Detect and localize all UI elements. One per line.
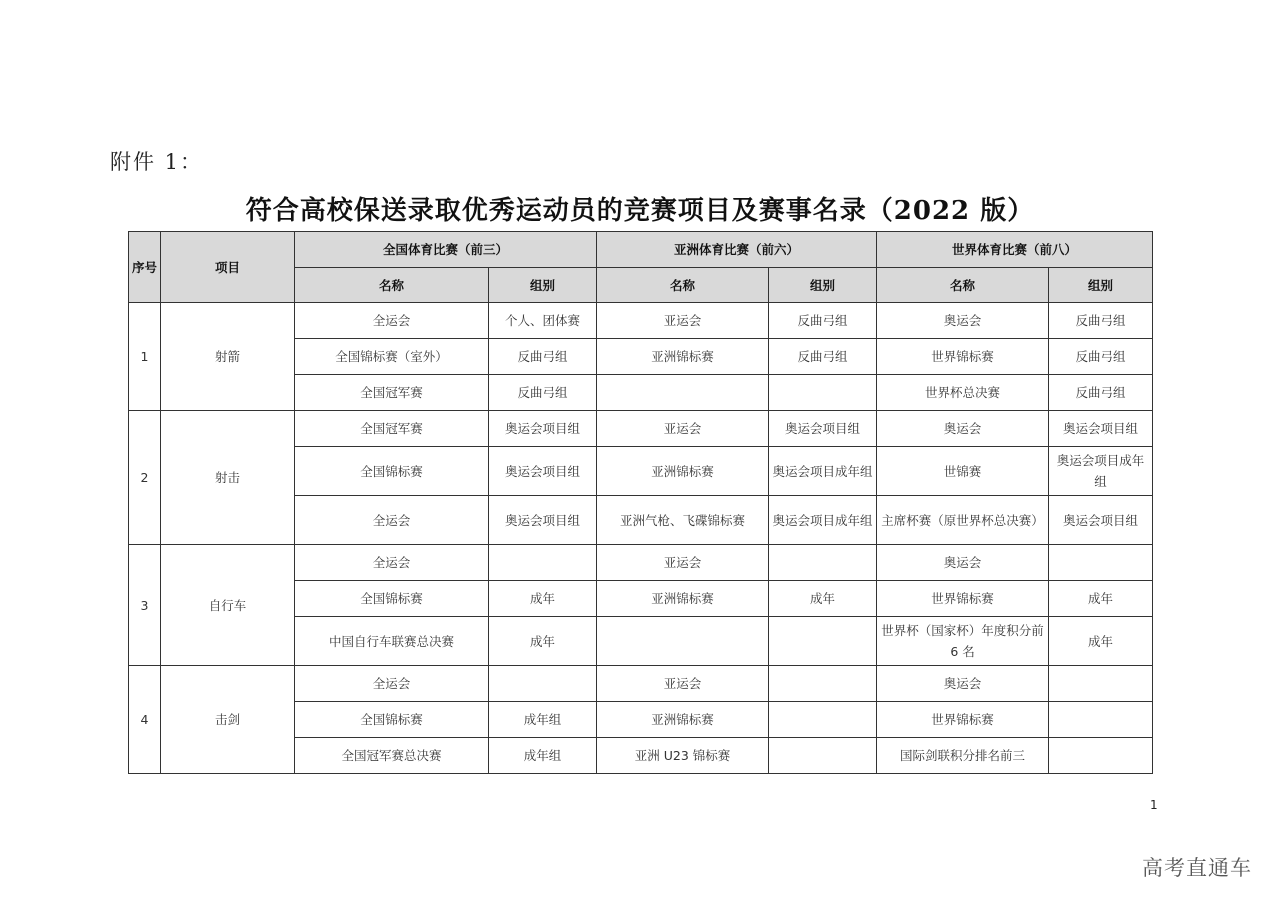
world-name-cell: 世锦赛 — [877, 447, 1049, 496]
asian-name-cell: 亚洲 U23 锦标赛 — [597, 738, 769, 774]
national-group-cell — [489, 666, 597, 702]
table-row — [129, 411, 1153, 447]
national-group-cell: 奥运会项目组 — [489, 496, 597, 545]
world-group-cell — [1049, 738, 1153, 774]
national-name-cell: 全运会 — [295, 496, 489, 545]
national-group-cell: 奥运会项目组 — [489, 447, 597, 496]
world-group-cell: 反曲弓组 — [1049, 303, 1153, 339]
competition-table — [128, 231, 1153, 774]
world-name-cell: 奥运会 — [877, 411, 1049, 447]
page-number: 1 — [1150, 798, 1158, 812]
asian-name-cell: 亚洲锦标赛 — [597, 339, 769, 375]
national-name-cell: 全国锦标赛（室外） — [295, 339, 489, 375]
national-group-cell: 成年组 — [489, 702, 597, 738]
asian-group-cell: 反曲弓组 — [769, 303, 877, 339]
asian-group-cell — [769, 617, 877, 666]
world-name-cell: 主席杯赛（原世界杯总决赛） — [877, 496, 1049, 545]
header-asian-group: 组别 — [769, 268, 877, 303]
national-name-cell: 全运会 — [295, 666, 489, 702]
header-national: 全国体育比赛（前三） — [295, 232, 597, 268]
header-national-group: 组别 — [489, 268, 597, 303]
sport-cell: 击剑 — [161, 666, 295, 774]
header-world-name: 名称 — [877, 268, 1049, 303]
asian-group-cell: 奥运会项目组 — [769, 411, 877, 447]
seq-cell: 1 — [129, 303, 161, 411]
header-row-1 — [129, 232, 1153, 268]
national-group-cell: 成年 — [489, 617, 597, 666]
world-name-cell: 世界锦标赛 — [877, 339, 1049, 375]
header-asian: 亚洲体育比赛（前六） — [597, 232, 877, 268]
world-group-cell — [1049, 702, 1153, 738]
header-asian-name: 名称 — [597, 268, 769, 303]
asian-name-cell: 亚运会 — [597, 666, 769, 702]
national-name-cell: 全国锦标赛 — [295, 581, 489, 617]
asian-name-cell: 亚运会 — [597, 545, 769, 581]
asian-group-cell: 奥运会项目成年组 — [769, 496, 877, 545]
national-group-cell — [489, 545, 597, 581]
world-group-cell: 奥运会项目成年组 — [1049, 447, 1153, 496]
seq-cell: 2 — [129, 411, 161, 545]
world-group-cell: 奥运会项目组 — [1049, 411, 1153, 447]
national-name-cell: 全国锦标赛 — [295, 702, 489, 738]
sport-cell: 自行车 — [161, 545, 295, 666]
world-group-cell: 成年 — [1049, 581, 1153, 617]
asian-name-cell: 亚洲锦标赛 — [597, 581, 769, 617]
national-group-cell: 反曲弓组 — [489, 375, 597, 411]
world-name-cell: 奥运会 — [877, 545, 1049, 581]
national-group-cell: 奥运会项目组 — [489, 411, 597, 447]
document-title: 符合高校保送录取优秀运动员的竞赛项目及赛事名录（2022 版） — [245, 196, 1035, 226]
asian-name-cell: 亚洲锦标赛 — [597, 447, 769, 496]
world-group-cell: 反曲弓组 — [1049, 339, 1153, 375]
national-name-cell: 全国锦标赛 — [295, 447, 489, 496]
header-seq: 序号 — [129, 232, 161, 303]
asian-name-cell — [597, 617, 769, 666]
world-group-cell: 成年 — [1049, 617, 1153, 666]
national-name-cell: 全运会 — [295, 303, 489, 339]
asian-group-cell: 反曲弓组 — [769, 339, 877, 375]
header-sport: 项目 — [161, 232, 295, 303]
table-row — [129, 545, 1153, 581]
national-group-cell: 成年组 — [489, 738, 597, 774]
world-name-cell: 世界杯（国家杯）年度积分前 6 名 — [877, 617, 1049, 666]
asian-name-cell: 亚运会 — [597, 411, 769, 447]
world-name-cell: 国际剑联积分排名前三 — [877, 738, 1049, 774]
world-group-cell: 奥运会项目组 — [1049, 496, 1153, 545]
header-world-group: 组别 — [1049, 268, 1153, 303]
asian-group-cell: 成年 — [769, 581, 877, 617]
national-name-cell: 全运会 — [295, 545, 489, 581]
asian-name-cell — [597, 375, 769, 411]
world-name-cell: 奥运会 — [877, 303, 1049, 339]
world-group-cell — [1049, 545, 1153, 581]
asian-name-cell: 亚运会 — [597, 303, 769, 339]
sport-cell: 射击 — [161, 411, 295, 545]
world-name-cell: 世界杯总决赛 — [877, 375, 1049, 411]
national-name-cell: 全国冠军赛总决赛 — [295, 738, 489, 774]
asian-group-cell — [769, 545, 877, 581]
watermark: 高考直通车 — [1142, 856, 1252, 880]
world-group-cell — [1049, 666, 1153, 702]
header-world: 世界体育比赛（前八） — [877, 232, 1153, 268]
world-group-cell: 反曲弓组 — [1049, 375, 1153, 411]
table-row — [129, 303, 1153, 339]
national-group-cell: 成年 — [489, 581, 597, 617]
national-name-cell: 全国冠军赛 — [295, 375, 489, 411]
national-name-cell: 中国自行车联赛总决赛 — [295, 617, 489, 666]
world-name-cell: 世界锦标赛 — [877, 581, 1049, 617]
world-name-cell: 世界锦标赛 — [877, 702, 1049, 738]
asian-group-cell — [769, 702, 877, 738]
asian-group-cell — [769, 666, 877, 702]
attachment-label: 附件 1： — [110, 150, 204, 174]
sport-cell: 射箭 — [161, 303, 295, 411]
seq-cell: 3 — [129, 545, 161, 666]
asian-group-cell — [769, 375, 877, 411]
seq-cell: 4 — [129, 666, 161, 774]
asian-name-cell: 亚洲锦标赛 — [597, 702, 769, 738]
national-name-cell: 全国冠军赛 — [295, 411, 489, 447]
national-group-cell: 反曲弓组 — [489, 339, 597, 375]
world-name-cell: 奥运会 — [877, 666, 1049, 702]
asian-name-cell: 亚洲气枪、飞碟锦标赛 — [597, 496, 769, 545]
asian-group-cell: 奥运会项目成年组 — [769, 447, 877, 496]
header-national-name: 名称 — [295, 268, 489, 303]
asian-group-cell — [769, 738, 877, 774]
national-group-cell: 个人、团体赛 — [489, 303, 597, 339]
table-row — [129, 666, 1153, 702]
